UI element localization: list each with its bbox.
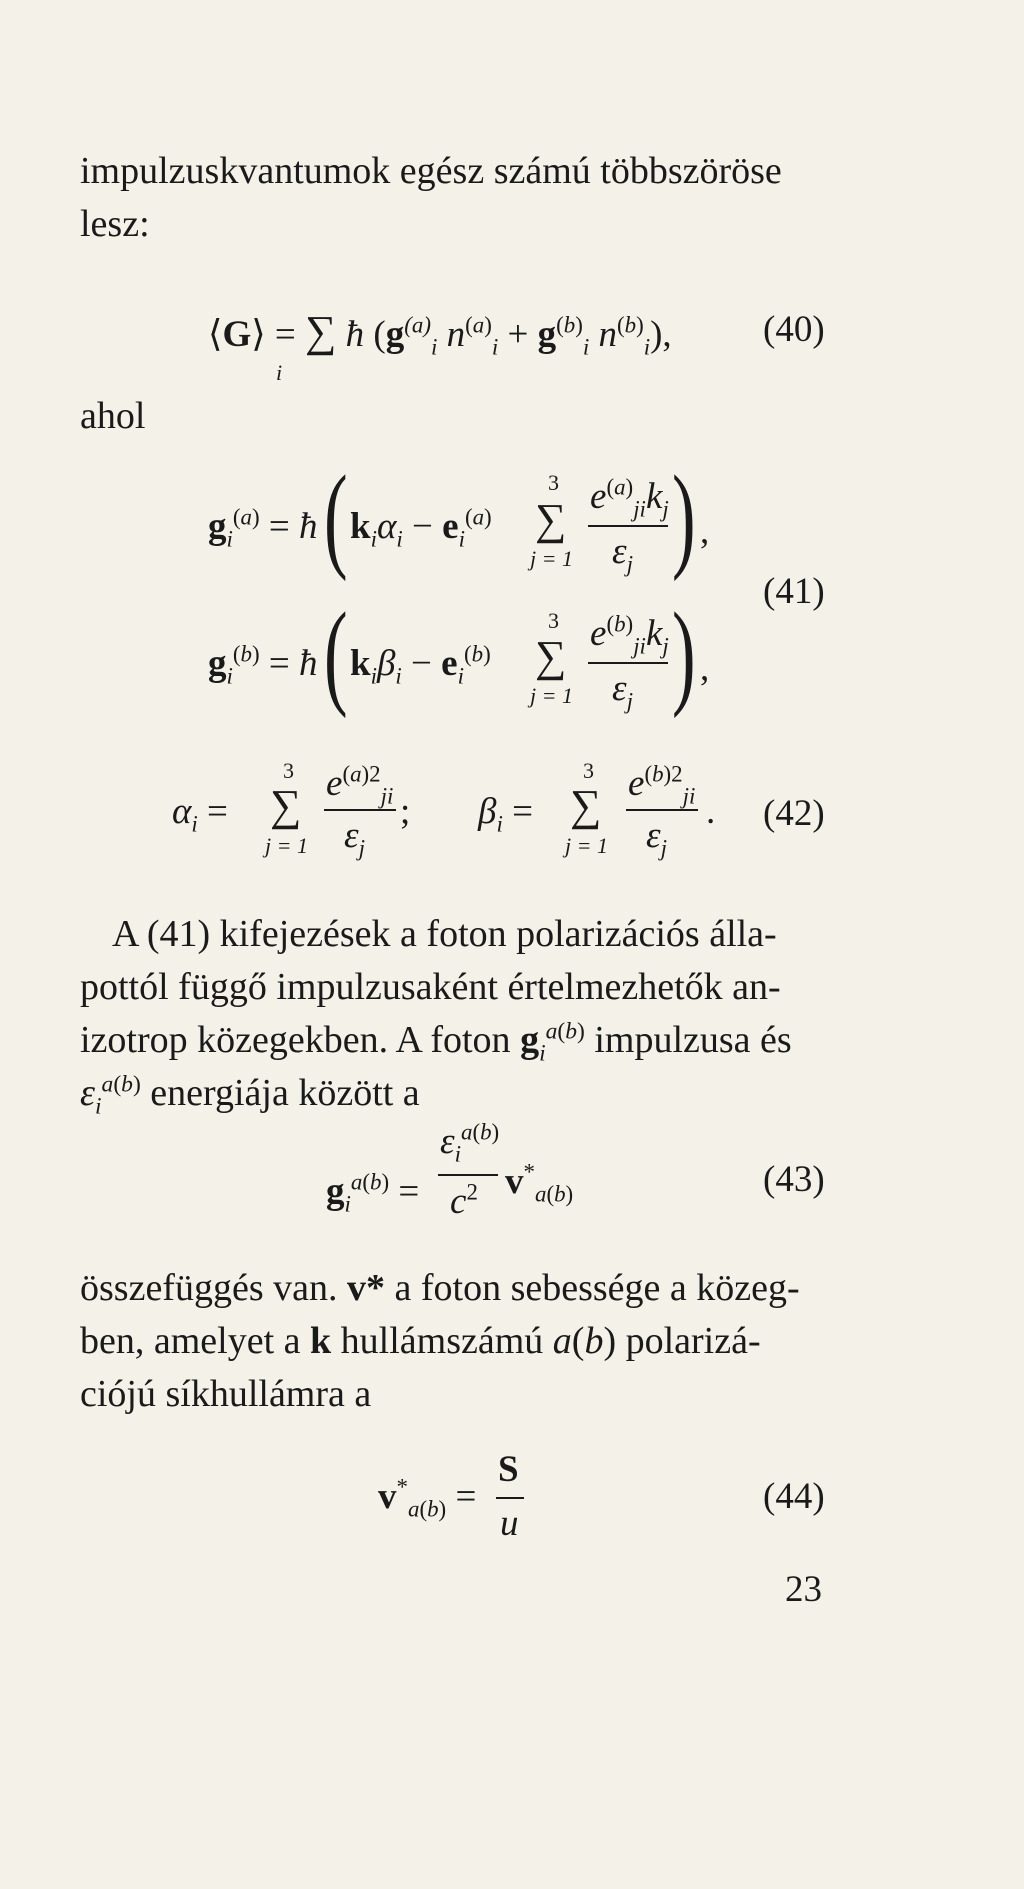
sum-upper-42a: 3 [283, 758, 294, 783]
sigma-42a: ∑ [270, 781, 302, 830]
para2-line-2: pottól függő impulzusaként értelmezhetők an- [80, 966, 781, 1008]
fraction-bar-43 [438, 1174, 498, 1176]
equation-41b-body: $k_i\beta_i - e_i^{(b)}$ [350, 641, 491, 689]
comma-41a: , [700, 511, 710, 552]
equation-44-lhs: $v^*_{a(b)}$ = [378, 1474, 477, 1522]
ab-symbol: a [552, 1320, 572, 1362]
equation-number-41: (41) [763, 571, 825, 612]
equation-number-44: (44) [763, 1476, 825, 1517]
equation-number-40: (40) [763, 309, 825, 350]
numerator-41a: $e^{(a)}_{ji}k_j$ [590, 474, 669, 522]
sigma-41a: ∑ [535, 495, 567, 544]
para3-line-1 [80, 1262, 800, 1315]
denominator-41a: $\varepsilon_j$ [612, 531, 633, 577]
numerator-42b: $e^{(b)2}_{ji}$ [628, 761, 696, 809]
sum-lower-41a: j = 1 [530, 546, 573, 571]
para2-line-3: izotrop közegekben. A foton $g_i^{a(b)}$ impulzusa és [80, 1018, 792, 1067]
k-symbol: k [310, 1320, 332, 1362]
fraction-bar-44 [496, 1497, 524, 1499]
sum-lower-41b: j = 1 [530, 683, 573, 708]
sum-index-i: i [276, 360, 283, 385]
para3-line-1a: összefüggés van. [80, 1267, 338, 1309]
denominator-42b: $\varepsilon_j$ [646, 815, 667, 861]
numerator-43: $\varepsilon_i^{a(b)}$ [440, 1119, 500, 1167]
equation-number-42: (42) [763, 793, 825, 834]
sum-lower-42b: j = 1 [565, 833, 608, 858]
equation-40: ⟨G⟩ = ∑ ħ ($g^{(a)}_i$ $n^{(a)}_i + g^{(b)}_i$ $n^{(b)}_i$), [208, 307, 672, 360]
fraction-bar-42a [324, 809, 396, 811]
denominator-44: u [500, 1503, 519, 1544]
para3-line-2b: hullámszámú [340, 1320, 544, 1362]
sum-upper-42b: 3 [583, 758, 594, 783]
para2-line-4-text: energiája között a [150, 1072, 420, 1114]
paren-open-41b: ( [324, 588, 348, 719]
equation-41a-lhs: $g_i^{(a)}$ = ħ [208, 504, 318, 552]
semicolon-42: ; [400, 791, 411, 832]
para2-line-1: A (41) kifejezések a foton polarizációs álla- [112, 913, 777, 955]
sigma-42b: ∑ [570, 781, 602, 830]
beta-lhs: $\beta_i$ = [478, 791, 533, 837]
numerator-41b: $e^{(b)}_{ji}k_j$ [590, 611, 669, 659]
period-42: . [706, 791, 716, 832]
intro-line-2: lesz: [80, 203, 150, 245]
equation-number-43: (43) [763, 1159, 825, 1200]
denominator-43: $c^2$ [450, 1179, 478, 1222]
paren-close-41b: ) [672, 588, 696, 719]
paren-close-41a: ) [672, 451, 696, 582]
denominator-42a: $\varepsilon_j$ [344, 815, 365, 861]
equation-41a-body: $k_i\alpha_i - e_i^{(a)}$ [350, 504, 492, 552]
paren-open-41a: ( [324, 451, 348, 582]
para3-line-2a: ben, amelyet a [80, 1320, 301, 1362]
page-number: 23 [785, 1569, 822, 1610]
fraction-bar-41a [588, 525, 668, 527]
alpha-lhs: $\alpha_i$ = [172, 791, 228, 837]
sum-upper-41b: 3 [548, 608, 559, 633]
sum-lower-42a: j = 1 [265, 833, 308, 858]
para2-line-3a: izotrop közegekben. A foton [80, 1019, 511, 1061]
para3-line-3: ciójú síkhullámra a [80, 1373, 372, 1415]
equation-43-lhs: $g_i^{a(b)}$ = [326, 1169, 420, 1217]
para2-line-3b: impulzusa és [594, 1019, 792, 1061]
numerator-44: S [498, 1449, 519, 1490]
sum-upper-41a: 3 [548, 470, 559, 495]
fraction-bar-42b [626, 809, 698, 811]
denominator-41b: $\varepsilon_j$ [612, 668, 633, 714]
intro-line-1: impulzuskvantumok egész számú többszöröse [80, 150, 782, 192]
equation-41b-lhs: $g_i^{(b)}$ = ħ [208, 641, 318, 689]
para3-line-2c: polarizá- [625, 1320, 761, 1362]
sigma-41b: ∑ [535, 632, 567, 681]
g-ab-symbol: g [520, 1019, 540, 1061]
para3-line-1b: a foton sebessége a közeg- [394, 1267, 800, 1309]
fraction-bar-41b [588, 662, 668, 664]
v-star-43: $v^*_{a(b)}$ [505, 1159, 574, 1207]
numerator-42a: $e^{(a)2}_{ji}$ [326, 761, 394, 809]
comma-41b: , [700, 648, 710, 689]
v-star-symbol: v* [346, 1267, 385, 1309]
para3-line-2: ben, amelyet a k hullámszámú a(b) polarizá- [80, 1320, 761, 1362]
ahol-word: ahol [80, 395, 146, 437]
para2-line-4: $\varepsilon_i^{a(b)}$ energiája között a [80, 1071, 420, 1120]
